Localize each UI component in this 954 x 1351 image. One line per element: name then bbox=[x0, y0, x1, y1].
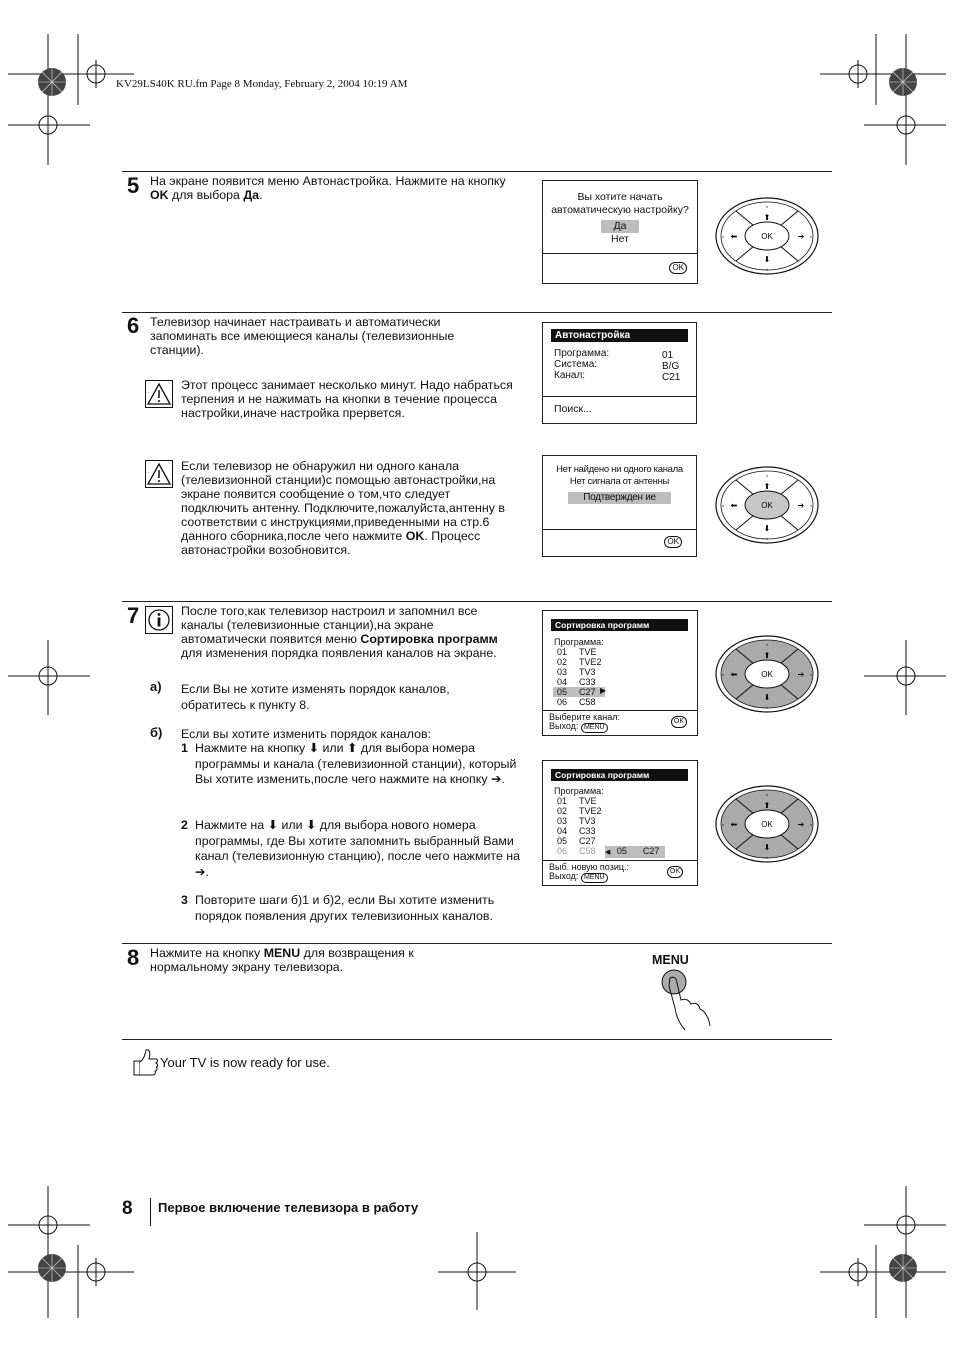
thumbs-up-icon bbox=[131, 1047, 159, 1077]
svg-text:⬆: ⬆ bbox=[763, 801, 771, 810]
svg-text:⬆: ⬆ bbox=[763, 213, 771, 222]
svg-text:➔: ➔ bbox=[797, 670, 805, 679]
svg-text:◦: ◦ bbox=[721, 672, 725, 679]
screen-title: Сортировка программ bbox=[551, 619, 688, 631]
menu-icon: MENU bbox=[581, 873, 608, 883]
svg-text:⬆: ⬆ bbox=[763, 651, 771, 660]
channel-value: C21 bbox=[662, 372, 681, 383]
rule-step8 bbox=[122, 943, 832, 944]
footer-divider bbox=[150, 1198, 151, 1226]
svg-text:◦: ◦ bbox=[809, 822, 813, 829]
step5-text: На экране появится меню Автонастройка. Нажмите на кнопку OK для выбора Да. bbox=[150, 174, 506, 202]
svg-text:◦: ◦ bbox=[765, 705, 769, 712]
ok-icon: OK bbox=[669, 262, 687, 274]
no-channel-message: Нет найдено ни одного канала bbox=[556, 464, 683, 475]
system-label: Система: bbox=[554, 359, 598, 370]
no-signal-message: Нет сигнала от антенны bbox=[569, 476, 670, 487]
warning-text: Этот процесс занимает несколько минут. Надо набраться терпения и не нажимать на кнопки в течение процесса настройки,иначе настройка прервется. bbox=[181, 378, 513, 420]
confirm-option: Подтвержден ие bbox=[568, 492, 671, 504]
svg-text:◦: ◦ bbox=[809, 672, 813, 679]
ok-icon: OK bbox=[667, 866, 683, 878]
warning-icon bbox=[145, 380, 173, 408]
autotune-progress-screen bbox=[542, 322, 697, 424]
svg-text:⬇: ⬇ bbox=[763, 693, 771, 702]
svg-text:◦: ◦ bbox=[721, 822, 725, 829]
remote-control-pad bbox=[714, 634, 820, 714]
ok-icon: OK bbox=[664, 536, 682, 548]
program-row: 02 TVE2 bbox=[557, 806, 602, 816]
program-row: 06 C58 bbox=[557, 846, 596, 856]
svg-text:⬇: ⬇ bbox=[763, 843, 771, 852]
svg-text:◦: ◦ bbox=[765, 473, 769, 480]
screen-question: Вы хотите начать bbox=[577, 191, 663, 203]
svg-text:⬅: ⬅ bbox=[730, 670, 738, 679]
remote-control-pad bbox=[714, 465, 820, 545]
option-a-label: а) bbox=[150, 679, 162, 694]
program-row: 03 TV3 bbox=[557, 667, 596, 677]
search-status: Поиск... bbox=[554, 403, 592, 415]
svg-text:◦: ◦ bbox=[765, 204, 769, 211]
channel-label: Канал: bbox=[554, 370, 586, 381]
svg-text:◦: ◦ bbox=[809, 503, 813, 510]
svg-text:➔: ➔ bbox=[797, 232, 805, 241]
substep-number: 1 bbox=[181, 741, 188, 755]
svg-text:◦: ◦ bbox=[765, 792, 769, 799]
program-row: 01 TVE bbox=[557, 647, 597, 657]
rule-ready bbox=[122, 1039, 832, 1040]
svg-text:➔: ➔ bbox=[797, 501, 805, 510]
step8-text: Нажмите на кнопку MENU для возвращения к нормальному экрану телевизора. bbox=[150, 946, 414, 974]
page-number: 8 bbox=[122, 1198, 133, 1219]
substep-text: Нажмите на ⬇ или ⬇ для выбора нового номера программы, где Вы хотите запомнить выбранный Вами канал (телевизионную станцию), после чего нажмите на ➔. bbox=[195, 818, 521, 879]
menu-icon: MENU bbox=[581, 723, 608, 733]
rule-step5 bbox=[122, 171, 832, 172]
svg-text:OK: OK bbox=[761, 501, 773, 510]
svg-text:OK: OK bbox=[761, 820, 773, 829]
step-number: 8 bbox=[127, 945, 140, 970]
rule-step7 bbox=[122, 601, 832, 602]
substep-text: Повторите шаги б)1 и б)2, если Вы хотите изменить порядок появления других телевизионных каналов. bbox=[195, 893, 495, 923]
exit-hint: Выход: bbox=[549, 871, 579, 881]
program-row: 01 TVE bbox=[557, 796, 597, 806]
step-number: 7 bbox=[127, 603, 140, 628]
svg-text:◦: ◦ bbox=[809, 234, 813, 241]
no-option: Нет bbox=[611, 233, 629, 245]
svg-text:⬆: ⬆ bbox=[763, 482, 771, 491]
program-row-selected: 05 C27 bbox=[553, 687, 605, 697]
svg-text:◦: ◦ bbox=[721, 503, 725, 510]
svg-text:OK: OK bbox=[761, 670, 773, 679]
svg-text:◦: ◦ bbox=[765, 855, 769, 862]
system-value: B/G bbox=[662, 361, 680, 372]
screen-question: автоматическую настройку? bbox=[551, 204, 689, 216]
program-row: 05 C27 bbox=[557, 836, 596, 846]
program-sort-screen bbox=[542, 610, 698, 736]
program-label: Программа: bbox=[554, 348, 610, 359]
svg-text:⬅: ⬅ bbox=[730, 232, 738, 241]
svg-text:OK: OK bbox=[761, 232, 773, 241]
svg-text:◦: ◦ bbox=[765, 267, 769, 274]
option-b-text: Если вы хотите изменить порядок каналов: bbox=[181, 727, 431, 741]
svg-text:➔: ➔ bbox=[797, 820, 805, 829]
svg-text:◦: ◦ bbox=[765, 642, 769, 649]
step-number: 5 bbox=[127, 173, 140, 198]
left-arrow-icon: ◀ bbox=[605, 849, 611, 856]
step-number: 6 bbox=[127, 313, 140, 338]
select-channel-hint: Выберите канал: bbox=[549, 712, 620, 722]
substep-number: 2 bbox=[181, 818, 188, 832]
step6-text: Телевизор начинает настраивать и автоматически запоминать все имеющиеся каналы (телевизионные станции). bbox=[150, 315, 455, 357]
yes-option: Да bbox=[601, 220, 639, 233]
program-row: 04 C33 bbox=[557, 677, 596, 687]
program-row: 06 C58 bbox=[557, 697, 596, 707]
rule-step6 bbox=[122, 312, 832, 313]
info-icon bbox=[145, 606, 173, 634]
right-arrow-icon: ▶ bbox=[600, 686, 607, 695]
remote-control-pad bbox=[714, 784, 820, 864]
svg-text:⬅: ⬅ bbox=[730, 820, 738, 829]
program-label: Программа: bbox=[554, 637, 604, 647]
file-header: KV29LS40K RU.fm Page 8 Monday, February 2, 2004 10:19 AM bbox=[116, 78, 408, 90]
ok-icon: OK bbox=[671, 716, 687, 728]
autotune-confirm-screen bbox=[542, 180, 698, 284]
substep-text: Нажмите на кнопку ⬇ или ⬆ для выбора номера программы и канала (телевизионной станции), который Вы хотите изменить,после чего нажмите на кнопку ➔. bbox=[195, 741, 517, 786]
program-sort-move-screen bbox=[542, 760, 698, 886]
program-list bbox=[553, 796, 613, 856]
menu-press-hand-icon bbox=[655, 968, 715, 1032]
svg-text:⬇: ⬇ bbox=[763, 524, 771, 533]
program-row: 03 TV3 bbox=[557, 816, 596, 826]
program-row: 04 C33 bbox=[557, 826, 596, 836]
screen-title: Сортировка программ bbox=[551, 769, 688, 781]
no-channel-screen bbox=[542, 455, 697, 557]
svg-text:⬅: ⬅ bbox=[730, 501, 738, 510]
program-row: 02 TVE2 bbox=[557, 657, 602, 667]
option-b-label: б) bbox=[150, 725, 163, 740]
program-value: 01 bbox=[662, 350, 674, 361]
option-a-text: Если Вы не хотите изменять порядок каналов, обратитесь к пункту 8. bbox=[181, 682, 450, 712]
new-position-hint: Выб. новую позиц.: bbox=[549, 862, 630, 872]
program-list bbox=[553, 647, 605, 707]
svg-text:⬇: ⬇ bbox=[763, 255, 771, 264]
section-title: Первое включение телевизора в работу bbox=[158, 1200, 419, 1215]
warning-icon bbox=[145, 460, 173, 488]
moving-program-row: ◀ 05 C27 bbox=[605, 846, 665, 858]
svg-text:◦: ◦ bbox=[721, 234, 725, 241]
svg-text:◦: ◦ bbox=[765, 536, 769, 543]
step7-intro: После того,как телевизор настроил и запомнил все каналы (телевизионные станции),на экране автоматически появится меню Сортировка программ для изменения порядка появления каналов на экране. bbox=[181, 604, 498, 660]
ready-message: Your TV is now ready for use. bbox=[160, 1055, 330, 1070]
warning-text: Если телевизор не обнаружил ни одного канала (телевизионной станции)с помощью автонастройки,на экране появится сообщение о том,что следует подключить антенну. Подключите,пожалуйста,антенну в соответствии с инструкциями,приведенными на стр.6 данного сборника,после чего нажмите OK. Процесс автонастройки возобновится. bbox=[181, 459, 505, 557]
substep-number: 3 bbox=[181, 893, 188, 907]
exit-hint: Выход: bbox=[549, 721, 579, 731]
menu-button-label: MENU bbox=[652, 953, 689, 967]
remote-control-pad bbox=[714, 196, 820, 276]
program-label: Программа: bbox=[554, 786, 604, 796]
screen-title: Автонастройка bbox=[551, 329, 688, 342]
